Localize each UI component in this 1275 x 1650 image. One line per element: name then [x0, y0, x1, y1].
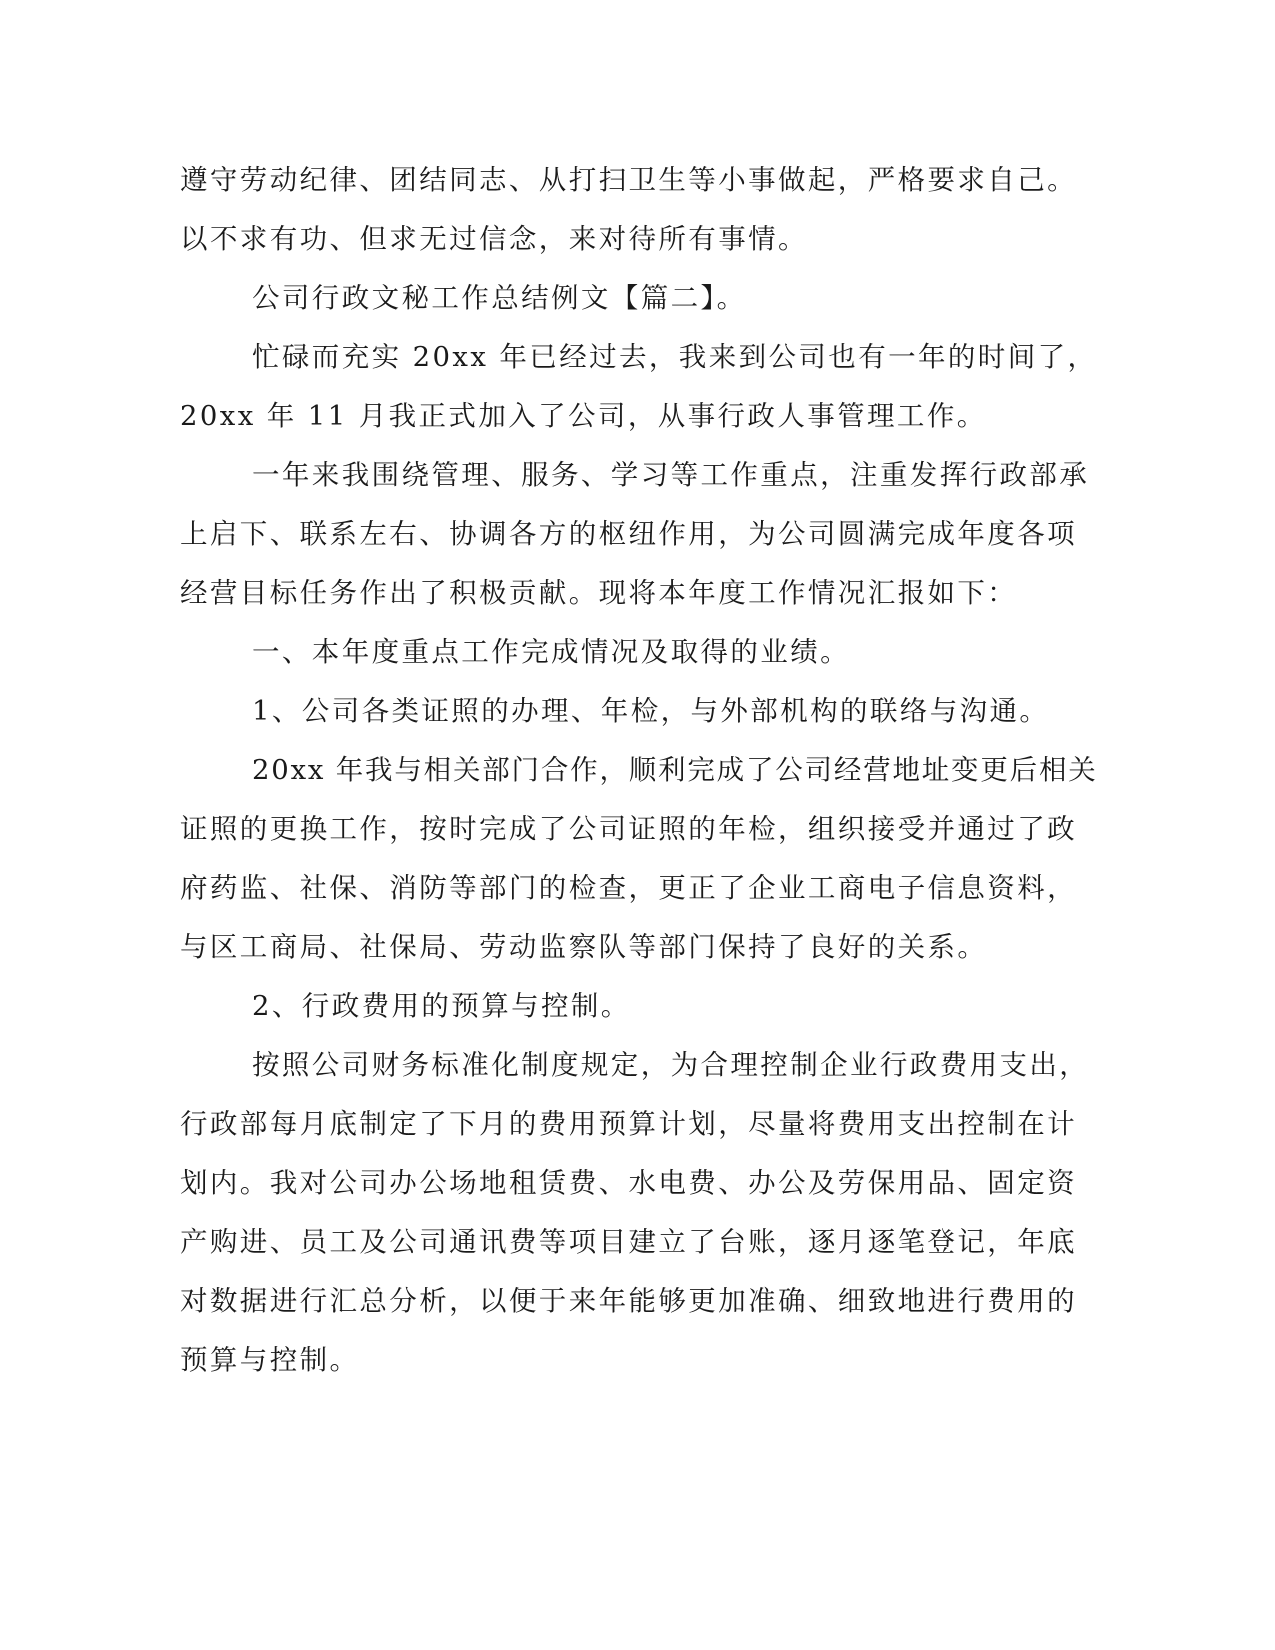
subsection-heading: 一、本年度重点工作完成情况及取得的业绩。: [252, 636, 850, 668]
text-line: 忙碌而充实 20xx 年已经过去，我来到公司也有一年的时间了，: [252, 341, 1098, 373]
text-line: 上启下、联系左右、协调各方的枢纽作用，为公司圆满完成年度各项: [180, 518, 1077, 550]
list-item-heading: 1、公司各类证照的办理、年检，与外部机构的联络与沟通。: [252, 695, 1050, 727]
section-heading: 公司行政文秘工作总结例文【篇二】。: [252, 282, 747, 314]
text-line: 20xx 年我与相关部门合作，顺利完成了公司经营地址变更后相关: [252, 754, 1098, 786]
text-line: 一年来我围绕管理、服务、学习等工作重点，注重发挥行政部承: [252, 459, 1090, 491]
text-line: 按照公司财务标准化制度规定，为合理控制企业行政费用支出，: [252, 1049, 1090, 1081]
text-line: 府药监、社保、消防等部门的检查，更正了企业工商电子信息资料，: [180, 872, 1077, 904]
text-line: 证照的更换工作，按时完成了公司证照的年检，组织接受并通过了政: [180, 813, 1077, 845]
text-line: 产购进、员工及公司通讯费等项目建立了台账，逐月逐笔登记，年底: [180, 1226, 1077, 1258]
text-line: 遵守劳动纪律、团结同志、从打扫卫生等小事做起，严格要求自己。: [180, 164, 1077, 196]
text-line: 以不求有功、但求无过信念，来对待所有事情。: [180, 223, 808, 255]
text-line: 预算与控制。: [180, 1344, 360, 1376]
text-line: 经营目标任务作出了积极贡献。现将本年度工作情况汇报如下：: [180, 577, 1018, 609]
text-line: 对数据进行汇总分析，以便于来年能够更加准确、细致地进行费用的: [180, 1285, 1077, 1317]
text-line: 与区工商局、社保局、劳动监察队等部门保持了良好的关系。: [180, 931, 988, 963]
text-line: 20xx 年 11 月我正式加入了公司，从事行政人事管理工作。: [180, 400, 987, 432]
list-item-heading: 2、行政费用的预算与控制。: [252, 990, 631, 1022]
text-line: 划内。我对公司办公场地租赁费、水电费、办公及劳保用品、固定资: [180, 1167, 1077, 1199]
text-line: 行政部每月底制定了下月的费用预算计划，尽量将费用支出控制在计: [180, 1108, 1077, 1140]
